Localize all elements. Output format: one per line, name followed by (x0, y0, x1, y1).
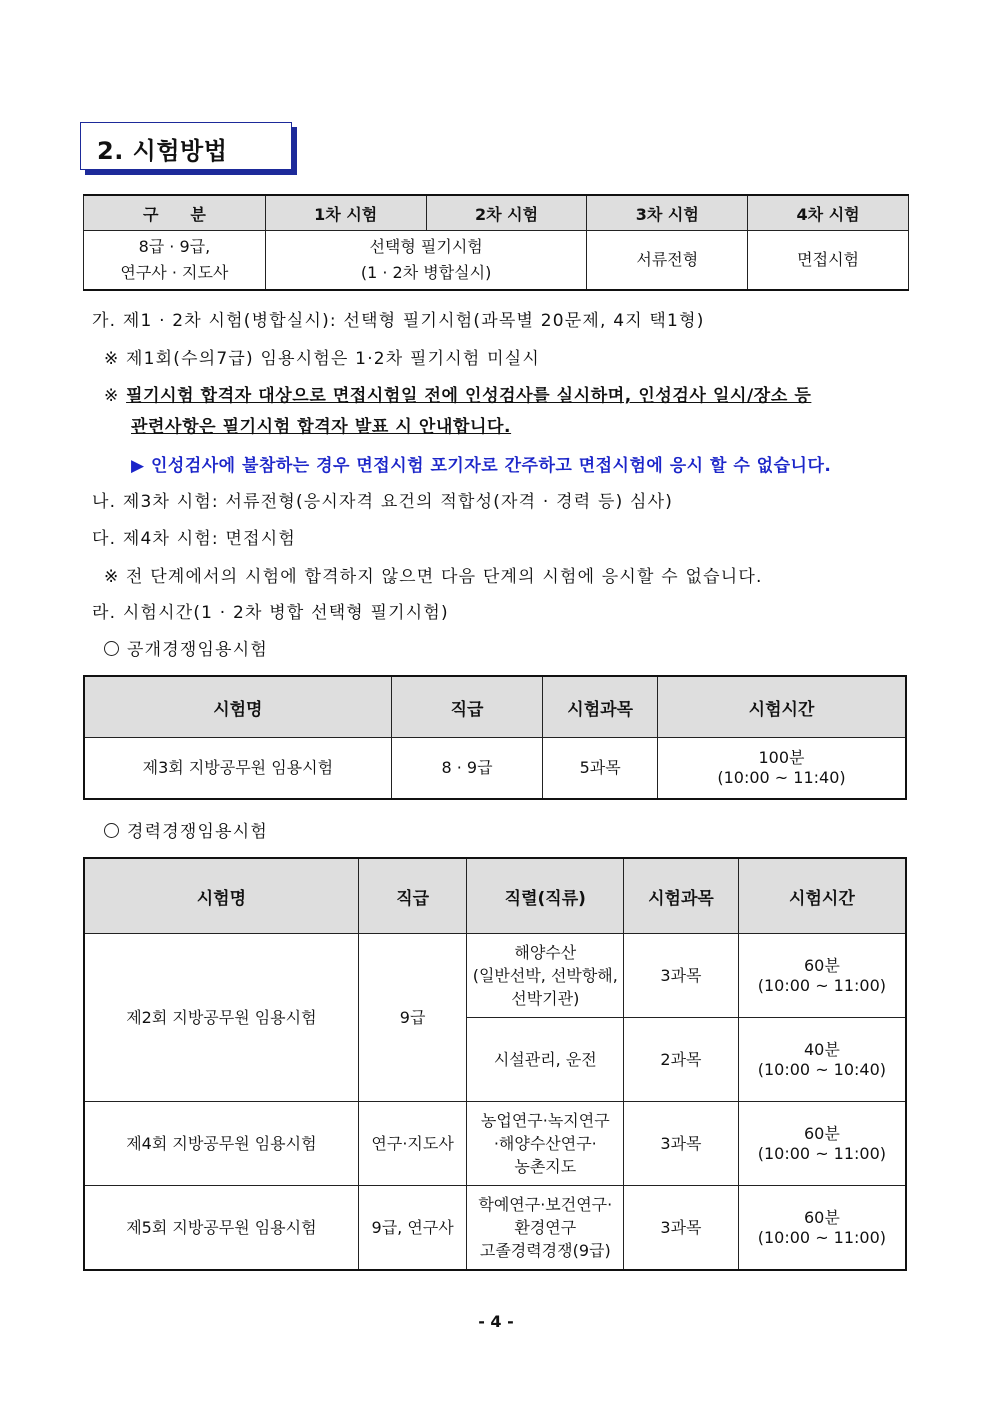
time-cell (658, 738, 906, 800)
note-2-text: 필기시험 합격자 대상으로 면접시험일 전에 인성검사를 실시하며, 인성검사 일시/장소 등 (126, 386, 812, 406)
cell-line: 학예연구·보건연구· (478, 1195, 613, 1214)
career-competition-label (104, 817, 268, 842)
table-header-row (84, 195, 909, 231)
cell-line: 60분 (803, 955, 840, 975)
table-row (84, 1186, 906, 1271)
note-ga: 가. 제1 · 2차 시험(병합실시): 선택형 필기시험(과목별 20문제, 4지 택1형) (92, 311, 705, 331)
series-cell: 시설관리, 운전 (467, 1018, 624, 1102)
cell-line: 고졸경력경쟁(9급) (479, 1241, 611, 1260)
cell-line: 8급 · 9급, (138, 237, 211, 256)
open-exam-table (83, 675, 907, 800)
note-3: ※ 전 단계에서의 시험에 합격하지 않으면 다음 단계의 시험에 응시할 수 없습니다. (104, 567, 763, 587)
cell-line: 농촌지도 (514, 1157, 577, 1176)
note-2-line1 (104, 381, 811, 406)
cell-line: 연구사 · 지도사 (120, 263, 229, 282)
table-header: 4차 시험 (748, 195, 909, 231)
grade-cell: 9급, 연구사 (358, 1186, 467, 1271)
subjects-cell: 3과목 (624, 1186, 739, 1271)
table-header: 직급 (391, 676, 543, 738)
note-da: 다. 제4차 시험: 면접시험 (92, 529, 296, 549)
cell-line: 선박기관) (511, 989, 580, 1008)
note-2-line2: 관련사항은 필기시험 합격자 발표 시 안내합니다. (131, 417, 512, 437)
section-title: 2. 시험방법 (97, 137, 228, 165)
cell-line: 60분 (803, 1207, 840, 1227)
table-row (84, 231, 909, 291)
note-1: ※ 제1회(수의7급) 임용시험은 1·2차 필기시험 미실시 (104, 349, 540, 369)
subjects-cell: 2과목 (624, 1018, 739, 1102)
grade-cell: 연구·지도사 (358, 1102, 467, 1186)
table-header: 시험과목 (624, 858, 739, 934)
cell-line: (10:00 ~ 11:40) (717, 768, 846, 787)
table-header: 시험시간 (738, 858, 906, 934)
grade-cell: 8 · 9급 (391, 738, 543, 800)
label-text: 경력경쟁임용시험 (127, 822, 268, 842)
subjects-cell: 5과목 (543, 738, 658, 800)
time-cell (738, 1186, 906, 1271)
subjects-cell: 3과목 (624, 934, 739, 1018)
series-cell (467, 1102, 624, 1186)
cell-line: 60분 (803, 1123, 840, 1143)
table-header: 1차 시험 (265, 195, 426, 231)
exam-name-cell: 제4회 지방공무원 임용시험 (84, 1102, 358, 1186)
arrow-note: ▶ 인성검사에 불참하는 경우 면접시험 포기자로 간주하고 면접시험에 응시 할 수 없습니다. (131, 456, 832, 476)
time-cell (738, 1018, 906, 1102)
circle-icon (104, 823, 119, 838)
table-header: 시험명 (84, 676, 391, 738)
cell-line: (10:00 ~ 11:00) (757, 1227, 887, 1247)
subjects-cell: 3과목 (624, 1102, 739, 1186)
written-exam-cell (265, 231, 587, 291)
series-cell (467, 934, 624, 1018)
circle-icon (104, 641, 119, 656)
cell-line: 100분 (758, 748, 805, 767)
note-na: 나. 제3차 시험: 서류전형(응시자격 요건의 적합성(자격 · 경력 등) 심사) (92, 492, 674, 512)
table-header: 구 분 (84, 195, 266, 231)
exam-name-cell: 제5회 지방공무원 임용시험 (84, 1186, 358, 1271)
cell-line: (10:00 ~ 11:00) (757, 1143, 887, 1163)
table-row (84, 1102, 906, 1186)
cell-line: 40분 (803, 1039, 840, 1059)
table-header: 시험명 (84, 858, 358, 934)
cell-line: (10:00 ~ 11:00) (757, 975, 887, 995)
table-header-row (84, 858, 906, 934)
table-header: 시험과목 (543, 676, 658, 738)
time-cell (738, 1102, 906, 1186)
table-header: 3차 시험 (587, 195, 748, 231)
cell-line: 환경연구 (514, 1218, 577, 1237)
open-competition-label (104, 635, 268, 660)
table-header: 직렬(직류) (467, 858, 624, 934)
table-row (84, 934, 906, 1018)
exam-name-cell: 제2회 지방공무원 임용시험 (84, 934, 358, 1102)
cell-line: (일반선박, 선박항해, (472, 966, 618, 985)
category-cell (84, 231, 266, 291)
label-text: 공개경쟁임용시험 (127, 640, 268, 660)
cell-line: 선택형 필기시험 (369, 237, 483, 256)
table-header: 직급 (358, 858, 467, 934)
table-header: 2차 시험 (426, 195, 587, 231)
table-row (84, 738, 906, 800)
note-mark: ※ (104, 386, 120, 406)
table-header: 시험시간 (658, 676, 906, 738)
note-ra: 라. 시험시간(1 · 2차 병합 선택형 필기시험) (92, 603, 449, 623)
series-cell (467, 1186, 624, 1271)
cell-line: (10:00 ~ 10:40) (757, 1059, 887, 1079)
cell-line: ·해양수산연구· (493, 1134, 597, 1153)
grade-cell: 9급 (358, 934, 467, 1102)
cell-line: 해양수산 (514, 943, 577, 962)
document-screening-cell: 서류전형 (587, 231, 748, 291)
table-header-row (84, 676, 906, 738)
cell-line: 농업연구·녹지연구 (480, 1111, 610, 1130)
page-number: - 4 - (478, 1312, 514, 1331)
interview-cell: 면접시험 (748, 231, 909, 291)
career-exam-table (83, 857, 907, 1271)
exam-stage-table (83, 194, 909, 291)
time-cell (738, 934, 906, 1018)
section-heading-box (80, 122, 292, 170)
cell-line: (1 · 2차 병합실시) (360, 263, 492, 282)
exam-name-cell: 제3회 지방공무원 임용시험 (84, 738, 391, 800)
